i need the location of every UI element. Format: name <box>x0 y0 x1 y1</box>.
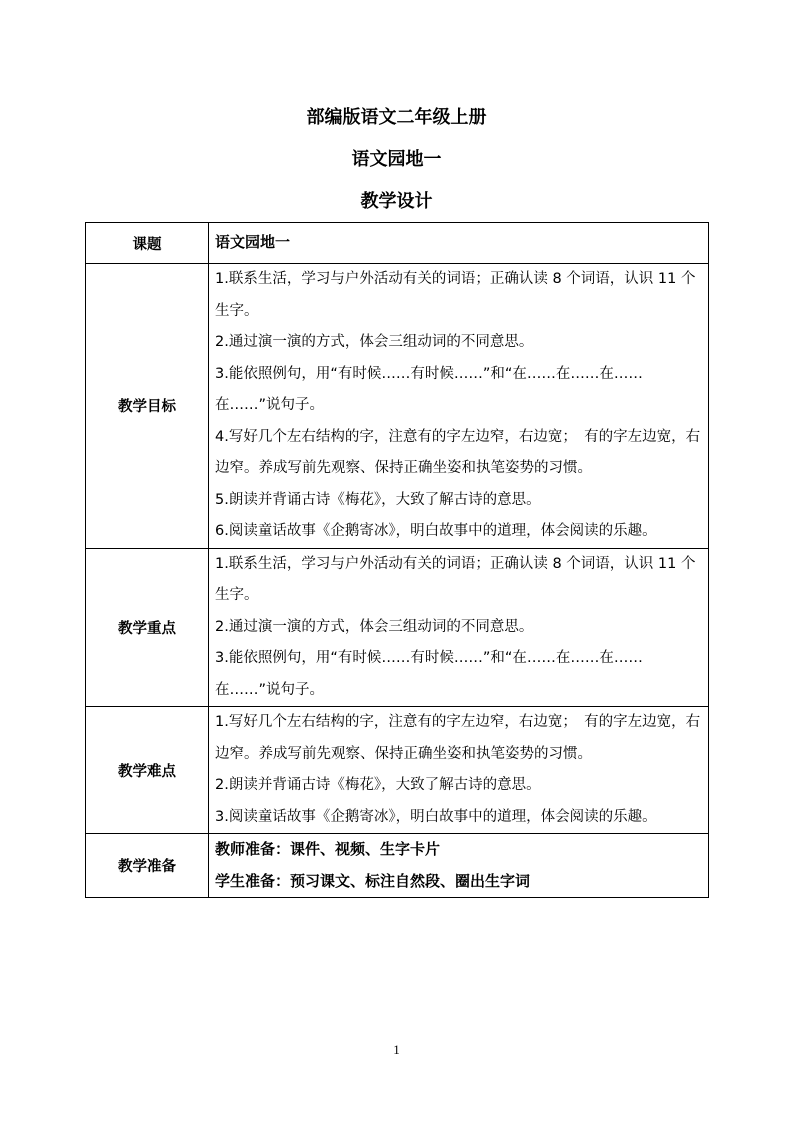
document-type-heading: 教学设计 <box>360 191 433 212</box>
row-content-objectives <box>209 264 709 549</box>
difficulty-item: 1.写好几个左右结构的字，注意有的字左边窄，右边宽； 有的字左边宽，右边窄。养成写前先观察、保持正确坐姿和执笔姿势的习惯。 <box>215 714 701 762</box>
objective-item: 4.写好几个左右结构的字，注意有的字左边窄，右边宽； 有的字左边宽，右边窄。养成写前先观察、保持正确坐姿和执笔姿势的习惯。 <box>215 428 701 476</box>
objective-item: 3.能依照例句，用“有时候……有时候……”和“在……在……在……在……”说句子。 <box>215 365 643 413</box>
objective-item: 5.朗读并背诵古诗《梅花》，大致了解古诗的意思。 <box>215 491 541 508</box>
table-row-preparation <box>86 834 709 898</box>
objective-item: 2.通过演一演的方式，体会三组动词的不同意思。 <box>215 334 534 350</box>
row-content-preparation <box>209 834 709 898</box>
table-row-objectives <box>86 264 709 549</box>
difficulty-item: 2.朗读并背诵古诗《梅花》，大致了解古诗的意思。 <box>215 777 541 793</box>
lesson-title: 语文园地一 <box>351 149 442 170</box>
table-row-difficulties <box>86 707 709 834</box>
key-point-item: 2.通过演一演的方式，体会三组动词的不同意思。 <box>215 618 534 635</box>
teacher-preparation: 教师准备：课件、视频、生字卡片 <box>215 840 441 858</box>
objective-item: 6.阅读童话故事《企鹅寄冰》，明白故事中的道理，体会阅读的乐趣。 <box>215 523 657 539</box>
row-label-difficulties: 教学难点 <box>86 707 209 834</box>
row-label-topic: 课题 <box>86 223 209 264</box>
table-row-topic <box>86 223 709 264</box>
student-preparation: 学生准备：预习课文、标注自然段、圈出生字词 <box>215 871 531 890</box>
table-row-key-points <box>86 548 709 707</box>
lesson-plan-table <box>85 222 709 898</box>
objective-item: 1.联系生活，学习与户外活动有关的词语；正确认读 8 个词语，认识 11 个生字。 <box>215 271 696 319</box>
difficulty-item: 3.阅读童话故事《企鹅寄冰》，明白故事中的道理，体会阅读的乐趣。 <box>215 808 657 825</box>
row-content-difficulties <box>209 707 709 834</box>
row-label-preparation: 教学准备 <box>86 834 209 898</box>
topic-line: 语文园地一 <box>215 233 291 252</box>
key-point-item: 1.联系生活，学习与户外活动有关的词语；正确认读 8 个词语，认识 11 个生字。 <box>215 555 696 603</box>
row-label-objectives: 教学目标 <box>86 264 209 549</box>
document-title: 部编版语文二年级上册 <box>306 107 487 128</box>
page-number: 1 <box>393 1042 400 1057</box>
row-label-key-points: 教学重点 <box>86 548 209 707</box>
row-content-key-points <box>209 548 709 707</box>
row-content-topic <box>209 223 709 264</box>
key-point-item: 3.能依照例句，用“有时候……有时候……”和“在……在……在……在……”说句子。 <box>215 650 643 698</box>
